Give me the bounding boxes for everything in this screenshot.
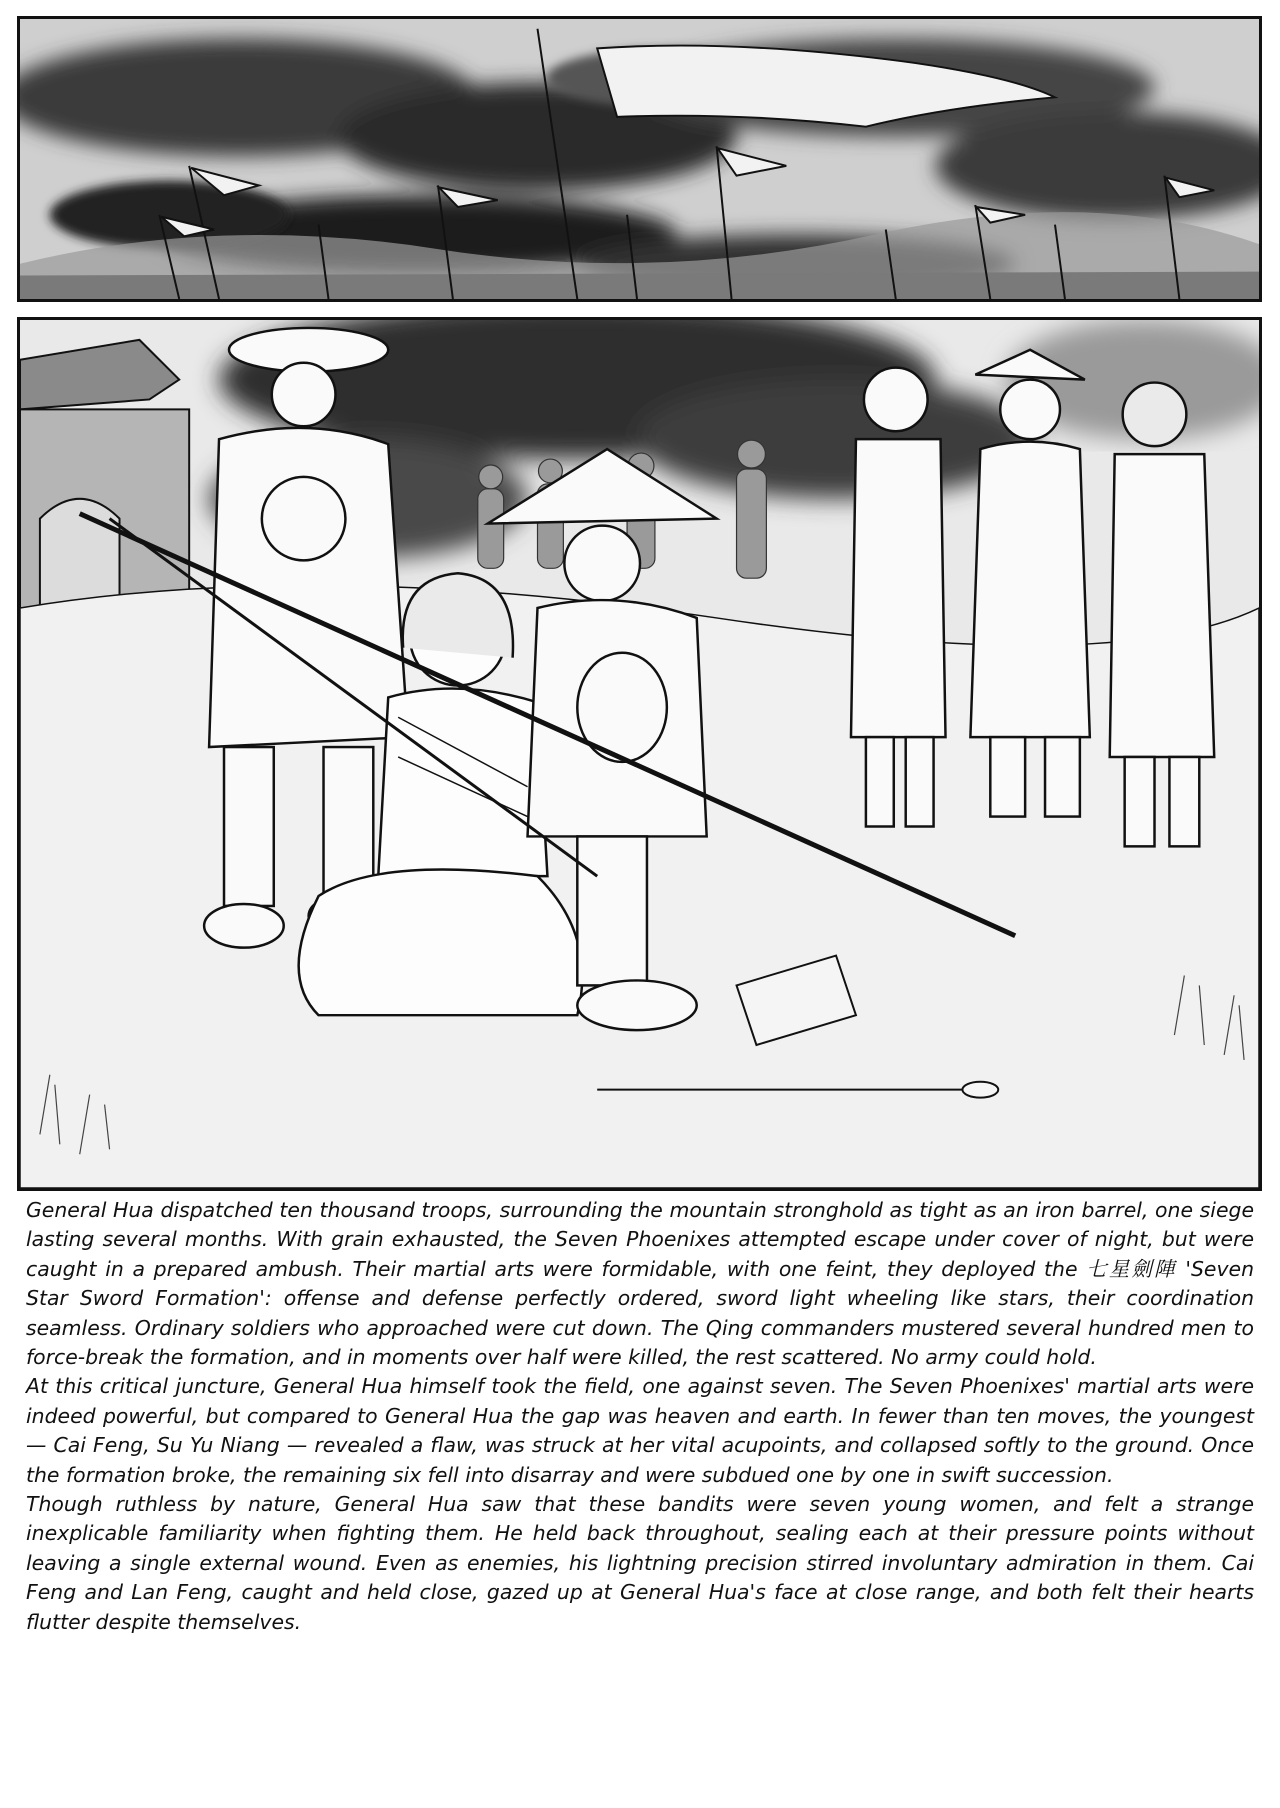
battlefield-illustration — [20, 19, 1259, 299]
battlefield-panel — [17, 16, 1262, 302]
capture-panel — [17, 317, 1262, 1191]
capture-illustration — [20, 320, 1259, 1188]
fortress-wall — [20, 340, 189, 608]
narration-paragraph: General Hua dispatched ten thousand troops, surrounding the mountain stronghold as tight as an iron barrel, one siege lasting several months. With grain exhausted, the Seven Phoenixes attempted escape under cover of night, but were caught in a prepared ambush. Their martial arts were formidable, with one feint, they deployed the 七星劍陣 'Seven Star Sword Formation': offense and defense perfectly ordered, sword light wheeling like stars, their coordination seamless. Ordinary soldiers who approached were cut down. The Qing commanders mustered several hundred men to force-break the formation, and in moments over half were killed, the rest scattered. No army could hold. — [26, 1198, 1254, 1370]
narration-paragraph: At this critical juncture, General Hua himself took the field, one against seven. The Seven Phoenixes' martial arts were indeed powerful, but compared to General Hua the gap was heaven and earth. In fewer than ten moves, the youngest — Cai Feng, Su Yu Niang — revealed a flaw, was struck at her vital acupoints, and collapsed softly to the ground. Once the formation broke, the remaining six fell into disarray and were subdued one by one in swift succession. — [26, 1374, 1254, 1487]
narration-caption — [26, 1196, 1254, 1637]
narration-paragraph: Though ruthless by nature, General Hua saw that these bandits were seven young women, and felt a strange inexplicable familiarity when fighting them. He held back throughout, sealing each at their pressure points without leaving a single external wound. Even as enemies, his lightning precision stirred involuntary admiration in them. Cai Feng and Lan Feng, caught and held close, gazed up at General Hua's face at close range, and both felt their hearts flutter despite themselves. — [26, 1492, 1254, 1634]
